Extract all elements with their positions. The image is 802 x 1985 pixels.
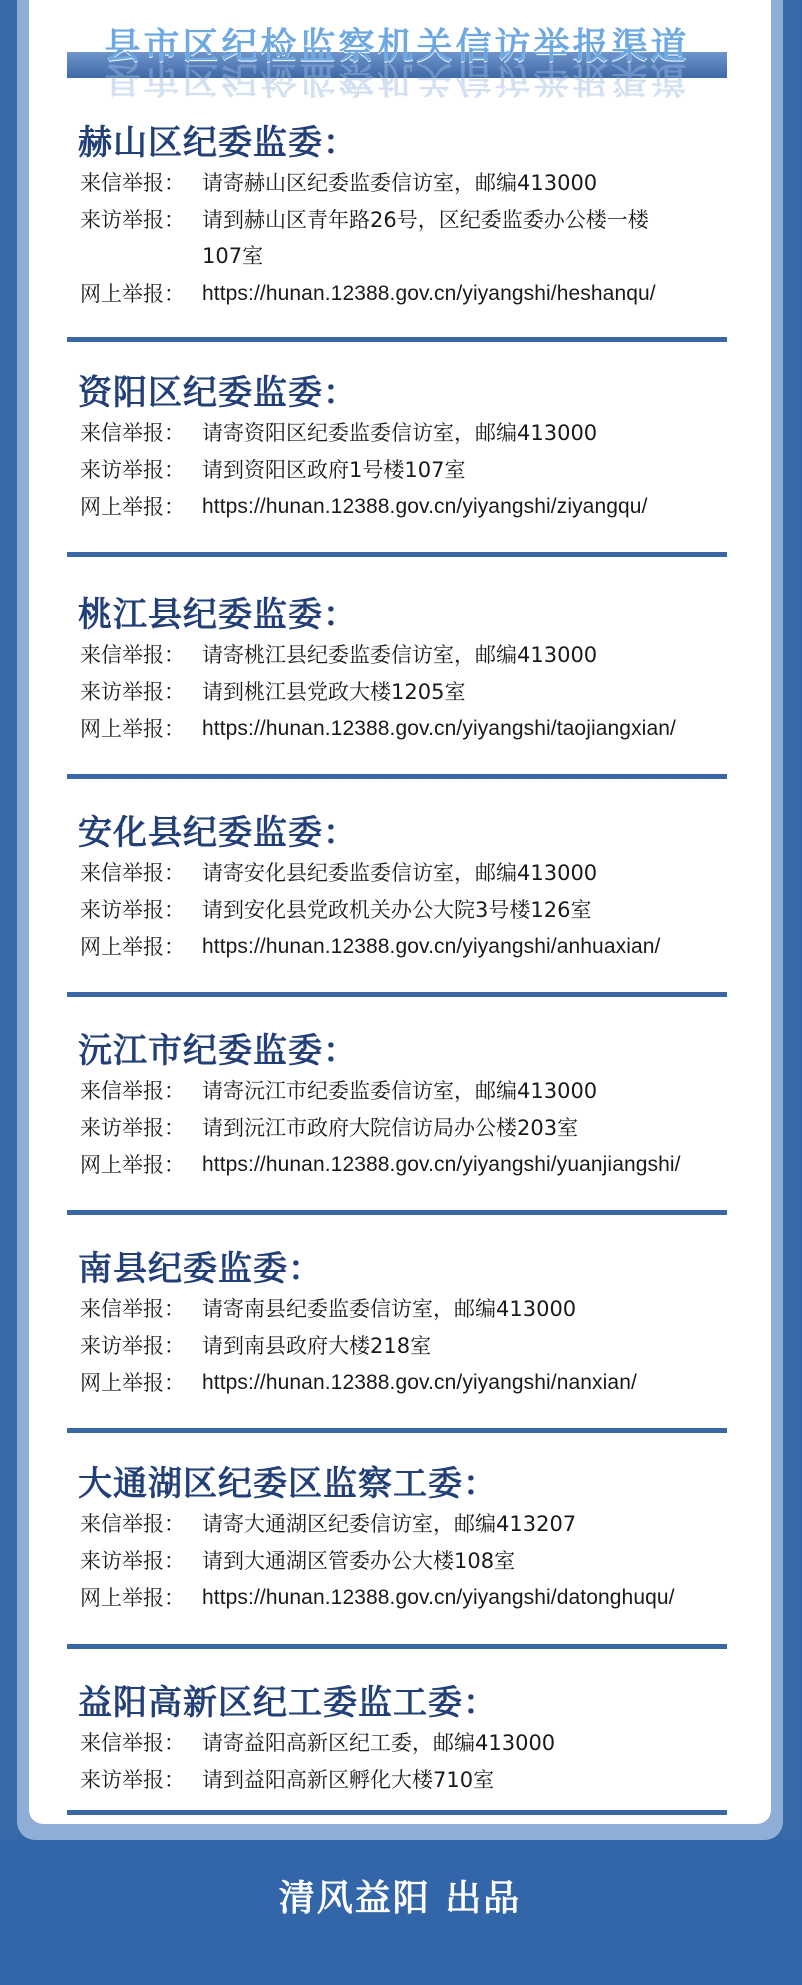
letter-report-label: 来信举报： xyxy=(80,421,185,445)
online-report-link[interactable]: https://hunan.12388.gov.cn/yiyangshi/yuanjiangshi/ xyxy=(202,1153,681,1176)
visit-report-label: 来访举报： xyxy=(80,1116,185,1140)
section-title: 资阳区纪委监委： xyxy=(78,373,358,413)
letter-report-value: 请寄资阳区纪委监委信访室，邮编413000 xyxy=(202,421,598,445)
visit-report-label: 来访举报： xyxy=(80,898,185,922)
letter-report-value: 请寄益阳高新区纪工委，邮编413000 xyxy=(202,1731,556,1755)
letter-report-value: 请寄沅江市纪委监委信访室，邮编413000 xyxy=(202,1079,598,1103)
online-report-link[interactable]: https://hunan.12388.gov.cn/yiyangshi/taojiangxian/ xyxy=(202,717,676,740)
online-report-label: 网上举报： xyxy=(80,495,185,519)
letter-report-value: 请寄安化县纪委监委信访室，邮编413000 xyxy=(202,861,598,885)
section-divider xyxy=(67,1210,727,1215)
visit-report-row xyxy=(80,202,720,276)
section-title: 赫山区纪委监委： xyxy=(78,123,358,163)
online-report-link[interactable]: https://hunan.12388.gov.cn/yiyangshi/datonghuqu/ xyxy=(202,1586,675,1609)
letter-report-label: 来信举报： xyxy=(80,1079,185,1103)
section-divider xyxy=(67,552,727,557)
header-title-reflection: 县市区纪检监察机关信访举报渠道 xyxy=(104,58,690,99)
section-title: 南县纪委监委： xyxy=(78,1249,323,1289)
page-title: 县市区纪检监察机关信访举报渠道 xyxy=(104,26,690,67)
online-report-label: 网上举报： xyxy=(80,717,185,741)
online-report-label: 网上举报： xyxy=(80,1371,185,1395)
section-title: 沅江市纪委监委： xyxy=(78,1031,358,1071)
online-report-link[interactable]: https://hunan.12388.gov.cn/yiyangshi/heshanqu/ xyxy=(202,282,656,305)
online-report-label: 网上举报： xyxy=(80,1586,185,1610)
letter-report-label: 来信举报： xyxy=(80,1731,185,1755)
letter-report-label: 来信举报： xyxy=(80,1297,185,1321)
visit-report-label: 来访举报： xyxy=(80,1549,185,1573)
visit-report-value: 请到益阳高新区孵化大楼710室 xyxy=(202,1768,495,1792)
section-divider xyxy=(67,1428,727,1433)
visit-report-label: 来访举报： xyxy=(80,458,185,482)
section-divider xyxy=(67,774,727,779)
online-report-label: 网上举报： xyxy=(80,282,185,306)
section-title: 安化县纪委监委： xyxy=(78,813,358,853)
visit-report-value: 请到资阳区政府1号楼107室 xyxy=(202,458,466,482)
visit-report-value: 请到大通湖区管委办公大楼108室 xyxy=(202,1549,516,1573)
online-report-link[interactable]: https://hunan.12388.gov.cn/yiyangshi/nanxian/ xyxy=(202,1371,637,1394)
letter-report-label: 来信举报： xyxy=(80,643,185,667)
letter-report-label: 来信举报： xyxy=(80,861,185,885)
online-report-label: 网上举报： xyxy=(80,935,185,959)
letter-report-label: 来信举报： xyxy=(80,171,185,195)
online-report-label: 网上举报： xyxy=(80,1153,185,1177)
frame-left xyxy=(0,0,17,1840)
letter-report-label: 来信举报： xyxy=(80,1512,185,1536)
visit-report-label: 来访举报： xyxy=(80,208,185,232)
visit-report-label: 来访举报： xyxy=(80,680,185,704)
letter-report-value: 请寄大通湖区纪委信访室，邮编413207 xyxy=(202,1512,577,1536)
visit-report-value: 请到赫山区青年路26号，区纪委监委办公楼一楼 107室 xyxy=(202,208,670,268)
visit-report-value: 请到安化县党政机关办公大院3号楼126室 xyxy=(202,898,592,922)
letter-report-value: 请寄赫山区纪委监委信访室，邮编413000 xyxy=(202,171,598,195)
section-title: 桃江县纪委监委： xyxy=(78,595,358,635)
letter-report-value: 请寄桃江县纪委监委信访室，邮编413000 xyxy=(202,643,598,667)
section-divider xyxy=(67,1644,727,1649)
section-title: 大通湖区纪委区监察工委： xyxy=(78,1464,498,1504)
section-divider xyxy=(67,1810,727,1815)
visit-report-value: 请到沅江市政府大院信访局办公楼203室 xyxy=(202,1116,579,1140)
section-divider xyxy=(67,337,727,342)
online-report-link[interactable]: https://hunan.12388.gov.cn/yiyangshi/ziyangqu/ xyxy=(202,495,648,518)
section-divider xyxy=(67,992,727,997)
online-report-link[interactable]: https://hunan.12388.gov.cn/yiyangshi/anhuaxian/ xyxy=(202,935,661,958)
footer-credit: 清风益阳 出品 xyxy=(278,1878,522,1919)
visit-report-value: 请到南县政府大楼218室 xyxy=(202,1334,432,1358)
section-title: 益阳高新区纪工委监工委： xyxy=(78,1683,498,1723)
header-banner xyxy=(67,0,727,99)
visit-report-value: 请到桃江县党政大楼1205室 xyxy=(202,680,466,704)
letter-report-value: 请寄南县纪委监委信访室，邮编413000 xyxy=(202,1297,577,1321)
visit-report-label: 来访举报： xyxy=(80,1334,185,1358)
visit-report-label: 来访举报： xyxy=(80,1768,185,1792)
